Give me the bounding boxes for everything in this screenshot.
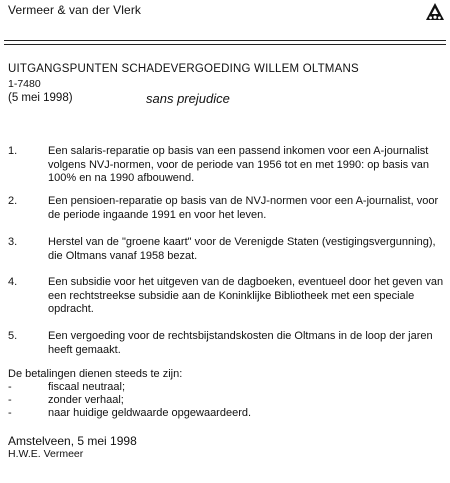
header-rule-bottom — [4, 44, 446, 45]
reference-number: 1-7480 — [8, 78, 41, 90]
item-text: Een pensioen-reparatie op basis van de NVJ-normen voor een A-journalist, voor de periode ingaande 1991 en voor het leven. — [48, 195, 439, 221]
item-text: Herstel van de "groene kaart" voor de Verenigde Staten (vestigingsvergunning), die Oltmans vanaf 1958 bezat. — [48, 236, 436, 262]
place-and-date: Amstelveen, 5 mei 1998 — [8, 434, 137, 448]
item-number: 4. — [8, 276, 18, 288]
condition-dash: - — [8, 381, 12, 393]
item-text: Een vergoeding voor de rechtsbijstandskosten die Oltmans in de loop der jaren heeft gemaakt. — [48, 330, 433, 356]
signatory-name: H.W.E. Vermeer — [8, 448, 84, 460]
item-number: 1. — [8, 145, 18, 157]
payments-intro: De betalingen dienen steeds te zijn: — [8, 368, 183, 380]
condition-dash: - — [8, 394, 12, 406]
sans-prejudice-note: sans prejudice — [146, 91, 230, 106]
header-rule-top — [4, 40, 446, 41]
condition-dash: - — [8, 407, 12, 419]
firm-logo-icon — [425, 2, 445, 22]
condition-text: fiscaal neutraal; — [48, 381, 126, 393]
document-title: UITGANGSPUNTEN SCHADEVERGOEDING WILLEM OLTMANS — [8, 63, 359, 75]
firm-name: Vermeer & van der Vlerk — [8, 3, 142, 17]
item-number: 5. — [8, 330, 18, 342]
item-text: Een salaris-reparatie op basis van een passend inkomen voor een A-journalist volgens NVJ-normen, voor de periode van 1956 tot en met 1990: op basis van 100% en na 1990 afbouwend. — [48, 145, 429, 185]
item-number: 2. — [8, 195, 18, 207]
document-date: (5 mei 1998) — [8, 92, 73, 104]
condition-text: zonder verhaal; — [48, 394, 124, 406]
condition-text: naar huidige geldwaarde opgewaardeerd. — [48, 407, 252, 419]
item-number: 3. — [8, 236, 18, 248]
item-text: Een subsidie voor het uitgeven van de dagboeken, eventueel door het geven van een rechtstreekse subsidie aan de Koninklijke Bibliotheek met een speciale opdracht. — [48, 276, 444, 316]
